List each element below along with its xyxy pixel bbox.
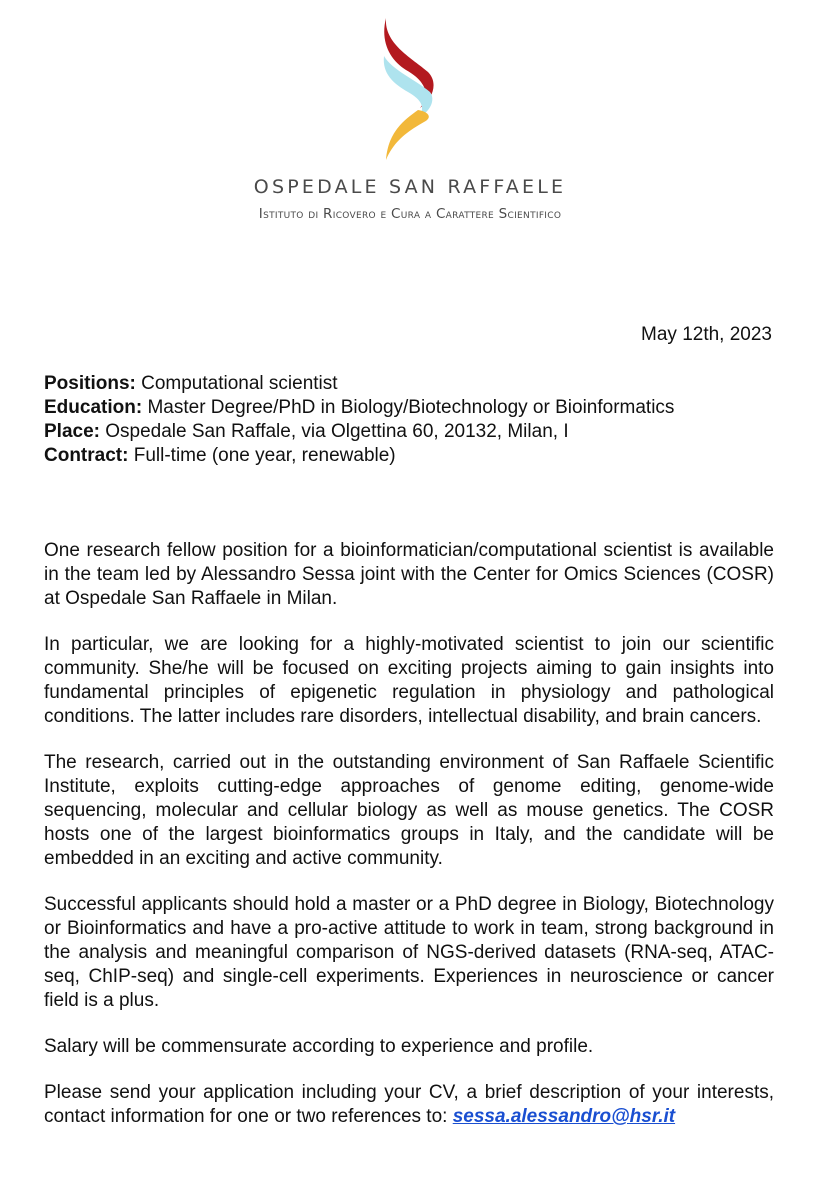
detail-label: Contract: xyxy=(44,445,129,466)
hospital-logo-icon xyxy=(372,14,444,164)
detail-value: Master Degree/PhD in Biology/Biotechnology or Bioinformatics xyxy=(147,397,675,418)
paragraph-projects: In particular, we are looking for a highly-motivated scientist to join our scientific community. She/he will be focused on exciting projects aiming to gain insights into fundamental principles of epigenetic regulation in physiology and pathological conditions. The latter includes rare disorders, intellectual disability, and brain cancers. xyxy=(44,634,774,727)
detail-education xyxy=(44,396,776,420)
detail-label: Education: xyxy=(44,397,143,418)
paragraph-salary: Salary will be commensurate according to experience and profile. xyxy=(44,1036,594,1057)
contact-email-link[interactable]: sessa.alessandro@hsr.it xyxy=(452,1106,676,1127)
organization-name: OSPEDALE SAN RAFFAELE xyxy=(253,176,567,198)
detail-contract xyxy=(44,444,776,468)
paragraph-application xyxy=(44,1081,774,1129)
detail-label: Positions: xyxy=(44,373,136,394)
paragraph-intro: One research fellow position for a bioinformatician/computational scientist is available in the team led by Alessandro Sessa joint with the Center for Omics Sciences (COSR) at Ospedale San Raffaele in Milan. xyxy=(44,540,774,609)
detail-value: Computational scientist xyxy=(141,373,338,394)
paragraph-requirements: Successful applicants should hold a master or a PhD degree in Biology, Biotechnology or Bioinformatics and have a pro-active attitude to work in team, strong background in the analysis and meaningful comparison of NGS-derived datasets (RNA-seq, ATAC-seq, ChIP-seq) and single-cell experiments. Experiences in neuroscience or cancer field is a plus. xyxy=(44,894,774,1011)
application-text: Please send your application including your CV, a brief description of your interests, contact information for one or two references to: xyxy=(44,1082,774,1127)
paragraph-environment: The research, carried out in the outstanding environment of San Raffaele Scientific Institute, exploits cutting-edge approaches of genome editing, genome-wide sequencing, molecular and cellular biology as well as mouse genetics. The COSR hosts one of the largest bioinformatics groups in Italy, and the candidate will be embedded in an exciting and active community. xyxy=(44,752,774,869)
detail-value: Ospedale San Raffale, via Olgettina 60, 20132, Milan, I xyxy=(105,421,569,442)
position-details xyxy=(44,372,776,468)
detail-label: Place: xyxy=(44,421,100,442)
organization-subtitle: Istituto di Ricovero e Cura a Carattere Scientifico xyxy=(258,206,562,222)
detail-positions xyxy=(44,372,776,396)
letter-date: May 12th, 2023 xyxy=(641,324,772,345)
detail-place xyxy=(44,420,776,444)
posting-body xyxy=(44,539,774,1129)
detail-value: Full-time (one year, renewable) xyxy=(133,445,396,466)
